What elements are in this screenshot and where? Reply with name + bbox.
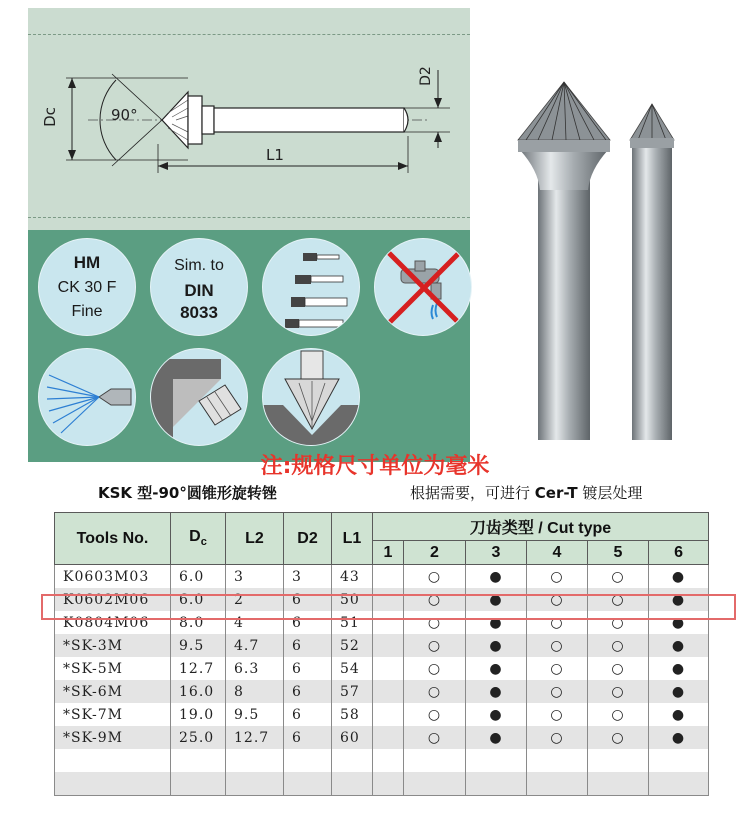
cell-cut-3: ●	[466, 634, 527, 657]
cell-no: *SK-3M	[55, 634, 171, 657]
cell-no: K0602M06	[55, 588, 171, 611]
cell-cut-4: ○	[527, 588, 588, 611]
cell-cut-1	[373, 703, 404, 726]
cell-cut-4: ○	[527, 703, 588, 726]
header-tools-no: Tools No.	[55, 513, 171, 565]
cell-cut-6: ●	[649, 703, 709, 726]
cell-dc: 19.0	[171, 703, 226, 726]
coolant-spray-icon	[38, 348, 136, 446]
cell-cut-1	[373, 657, 404, 680]
cell-no: K0804M06	[55, 611, 171, 634]
cell-l2: 3	[226, 565, 284, 589]
empty-cell	[284, 772, 332, 796]
countersink-icon	[262, 348, 360, 446]
cell-l2: 12.7	[226, 726, 284, 749]
cell-cut-2: ○	[404, 680, 466, 703]
cell-l2: 6.3	[226, 657, 284, 680]
hm-line3: Fine	[71, 303, 103, 320]
empty-cell	[649, 749, 709, 772]
cell-cut-1	[373, 726, 404, 749]
cell-dc: 8.0	[171, 611, 226, 634]
cell-cut-2: ○	[404, 611, 466, 634]
burr-dimension-drawing	[28, 8, 470, 230]
coating-note-prefix: 根据需要，可进行	[410, 484, 535, 502]
cell-cut-4: ○	[527, 726, 588, 749]
empty-cell	[373, 772, 404, 796]
empty-row	[55, 772, 709, 796]
empty-cell	[588, 749, 649, 772]
unit-note: 注:规格尺寸单位为毫米	[260, 454, 490, 479]
cell-d2: 6	[284, 588, 332, 611]
cell-cut-2: ○	[404, 657, 466, 680]
cell-l1: 58	[332, 703, 373, 726]
cell-d2: 6	[284, 680, 332, 703]
angle-label: 90°	[111, 106, 138, 124]
dashed-divider	[28, 217, 470, 218]
cell-cut-6: ●	[649, 680, 709, 703]
table-row	[55, 565, 709, 589]
product-photo	[480, 10, 742, 440]
din-standard-icon	[150, 238, 248, 336]
header-cut-1: 1	[373, 541, 404, 565]
cell-cut-1	[373, 634, 404, 657]
empty-cell	[55, 772, 171, 796]
cell-cut-5: ○	[588, 726, 649, 749]
cell-l1: 60	[332, 726, 373, 749]
cell-l2: 4	[226, 611, 284, 634]
header-cut-6: 6	[649, 541, 709, 565]
cell-cut-5: ○	[588, 680, 649, 703]
header-d2: D2	[284, 513, 332, 565]
cell-cut-1	[373, 680, 404, 703]
header-l2: L2	[226, 513, 284, 565]
empty-cell	[226, 749, 284, 772]
empty-cell	[373, 749, 404, 772]
cell-cut-2: ○	[404, 703, 466, 726]
hm-line2: CK 30 F	[57, 279, 117, 296]
cell-cut-5: ○	[588, 634, 649, 657]
dashed-divider	[28, 34, 470, 35]
cell-cut-2: ○	[404, 565, 466, 589]
cell-l2: 9.5	[226, 703, 284, 726]
cell-dc: 6.0	[171, 588, 226, 611]
cell-l1: 57	[332, 680, 373, 703]
cell-cut-3: ●	[466, 680, 527, 703]
cell-cut-4: ○	[527, 657, 588, 680]
cell-d2: 6	[284, 657, 332, 680]
cell-cut-6: ●	[649, 657, 709, 680]
cell-cut-1	[373, 565, 404, 589]
cell-cut-3: ●	[466, 611, 527, 634]
cell-l1: 54	[332, 657, 373, 680]
cell-cut-3: ●	[466, 588, 527, 611]
cell-dc: 12.7	[171, 657, 226, 680]
header-cut-3: 3	[466, 541, 527, 565]
empty-row	[55, 749, 709, 772]
table-row	[55, 657, 709, 680]
cell-no: K0603M03	[55, 565, 171, 589]
empty-cell	[404, 749, 466, 772]
cell-dc: 6.0	[171, 565, 226, 589]
cell-d2: 6	[284, 634, 332, 657]
cell-no: *SK-6M	[55, 680, 171, 703]
cell-cut-6: ●	[649, 726, 709, 749]
cell-dc: 9.5	[171, 634, 226, 657]
dc-label: Dc	[40, 107, 59, 127]
header-dc: $D_c$	[171, 513, 226, 565]
cell-l1: 43	[332, 565, 373, 589]
din-line1: Sim. to	[174, 257, 224, 274]
cell-l1: 52	[332, 634, 373, 657]
din-line3: 8033	[180, 303, 218, 322]
empty-cell	[527, 749, 588, 772]
table-row	[55, 703, 709, 726]
empty-cell	[171, 749, 226, 772]
cell-cut-3: ●	[466, 657, 527, 680]
empty-cell	[226, 772, 284, 796]
empty-cell	[466, 749, 527, 772]
empty-cell	[404, 772, 466, 796]
coating-note	[410, 482, 642, 503]
header-cut-5: 5	[588, 541, 649, 565]
cell-no: *SK-9M	[55, 726, 171, 749]
cell-l2: 8	[226, 680, 284, 703]
empty-cell	[55, 749, 171, 772]
highlighted-row-frame	[41, 594, 736, 620]
no-coolant-icon	[374, 238, 472, 336]
cell-cut-6: ●	[649, 588, 709, 611]
empty-cell	[588, 772, 649, 796]
cell-no: *SK-5M	[55, 657, 171, 680]
technical-drawing-panel	[28, 8, 470, 230]
cell-d2: 6	[284, 726, 332, 749]
table-row	[55, 634, 709, 657]
cell-cut-5: ○	[588, 703, 649, 726]
cell-cut-6: ●	[649, 611, 709, 634]
hm-carbide-icon	[38, 238, 136, 336]
l1-label: L1	[266, 146, 284, 164]
empty-cell	[171, 772, 226, 796]
edge-chamfer-icon	[150, 348, 248, 446]
cell-cut-2: ○	[404, 726, 466, 749]
hm-line1: HM	[73, 253, 101, 272]
cell-cut-5: ○	[588, 657, 649, 680]
cell-cut-3: ●	[466, 703, 527, 726]
coating-note-suffix: 镀层处理	[577, 484, 643, 502]
empty-cell	[466, 772, 527, 796]
cell-l1: 50	[332, 588, 373, 611]
cell-cut-3: ●	[466, 565, 527, 589]
cell-dc: 25.0	[171, 726, 226, 749]
cell-cut-6: ●	[649, 634, 709, 657]
cell-cut-2: ○	[404, 634, 466, 657]
spec-table	[54, 512, 709, 796]
table-row	[55, 726, 709, 749]
cell-dc: 16.0	[171, 680, 226, 703]
cell-l1: 51	[332, 611, 373, 634]
feature-icon-panel	[28, 230, 470, 462]
cell-cut-2: ○	[404, 588, 466, 611]
shank-sizes-icon	[262, 238, 360, 336]
cell-cut-4: ○	[527, 634, 588, 657]
empty-cell	[332, 749, 373, 772]
coating-name: Cer-T	[534, 484, 578, 502]
cell-l2: 4.7	[226, 634, 284, 657]
table-row	[55, 680, 709, 703]
cell-cut-6: ●	[649, 565, 709, 589]
cell-cut-4: ○	[527, 565, 588, 589]
cell-cut-5: ○	[588, 565, 649, 589]
header-cut-2: 2	[404, 541, 466, 565]
cell-l2: 2	[226, 588, 284, 611]
din-line2: DIN	[184, 281, 214, 300]
cell-cut-5: ○	[588, 611, 649, 634]
cell-cut-4: ○	[527, 611, 588, 634]
cell-d2: 6	[284, 703, 332, 726]
d2-label: D2	[417, 66, 434, 86]
cell-d2: 3	[284, 565, 332, 589]
cell-no: *SK-7M	[55, 703, 171, 726]
header-cut-4: 4	[527, 541, 588, 565]
product-title: KSK 型-90°圆锥形旋转锉	[98, 484, 277, 502]
cell-cut-4: ○	[527, 680, 588, 703]
cell-d2: 6	[284, 611, 332, 634]
empty-cell	[527, 772, 588, 796]
cell-cut-3: ●	[466, 726, 527, 749]
header-l1: L1	[332, 513, 373, 565]
empty-cell	[332, 772, 373, 796]
empty-cell	[649, 772, 709, 796]
cell-cut-5: ○	[588, 588, 649, 611]
empty-cell	[284, 749, 332, 772]
header-cut-type: 刀齿类型 / Cut type	[373, 513, 709, 541]
